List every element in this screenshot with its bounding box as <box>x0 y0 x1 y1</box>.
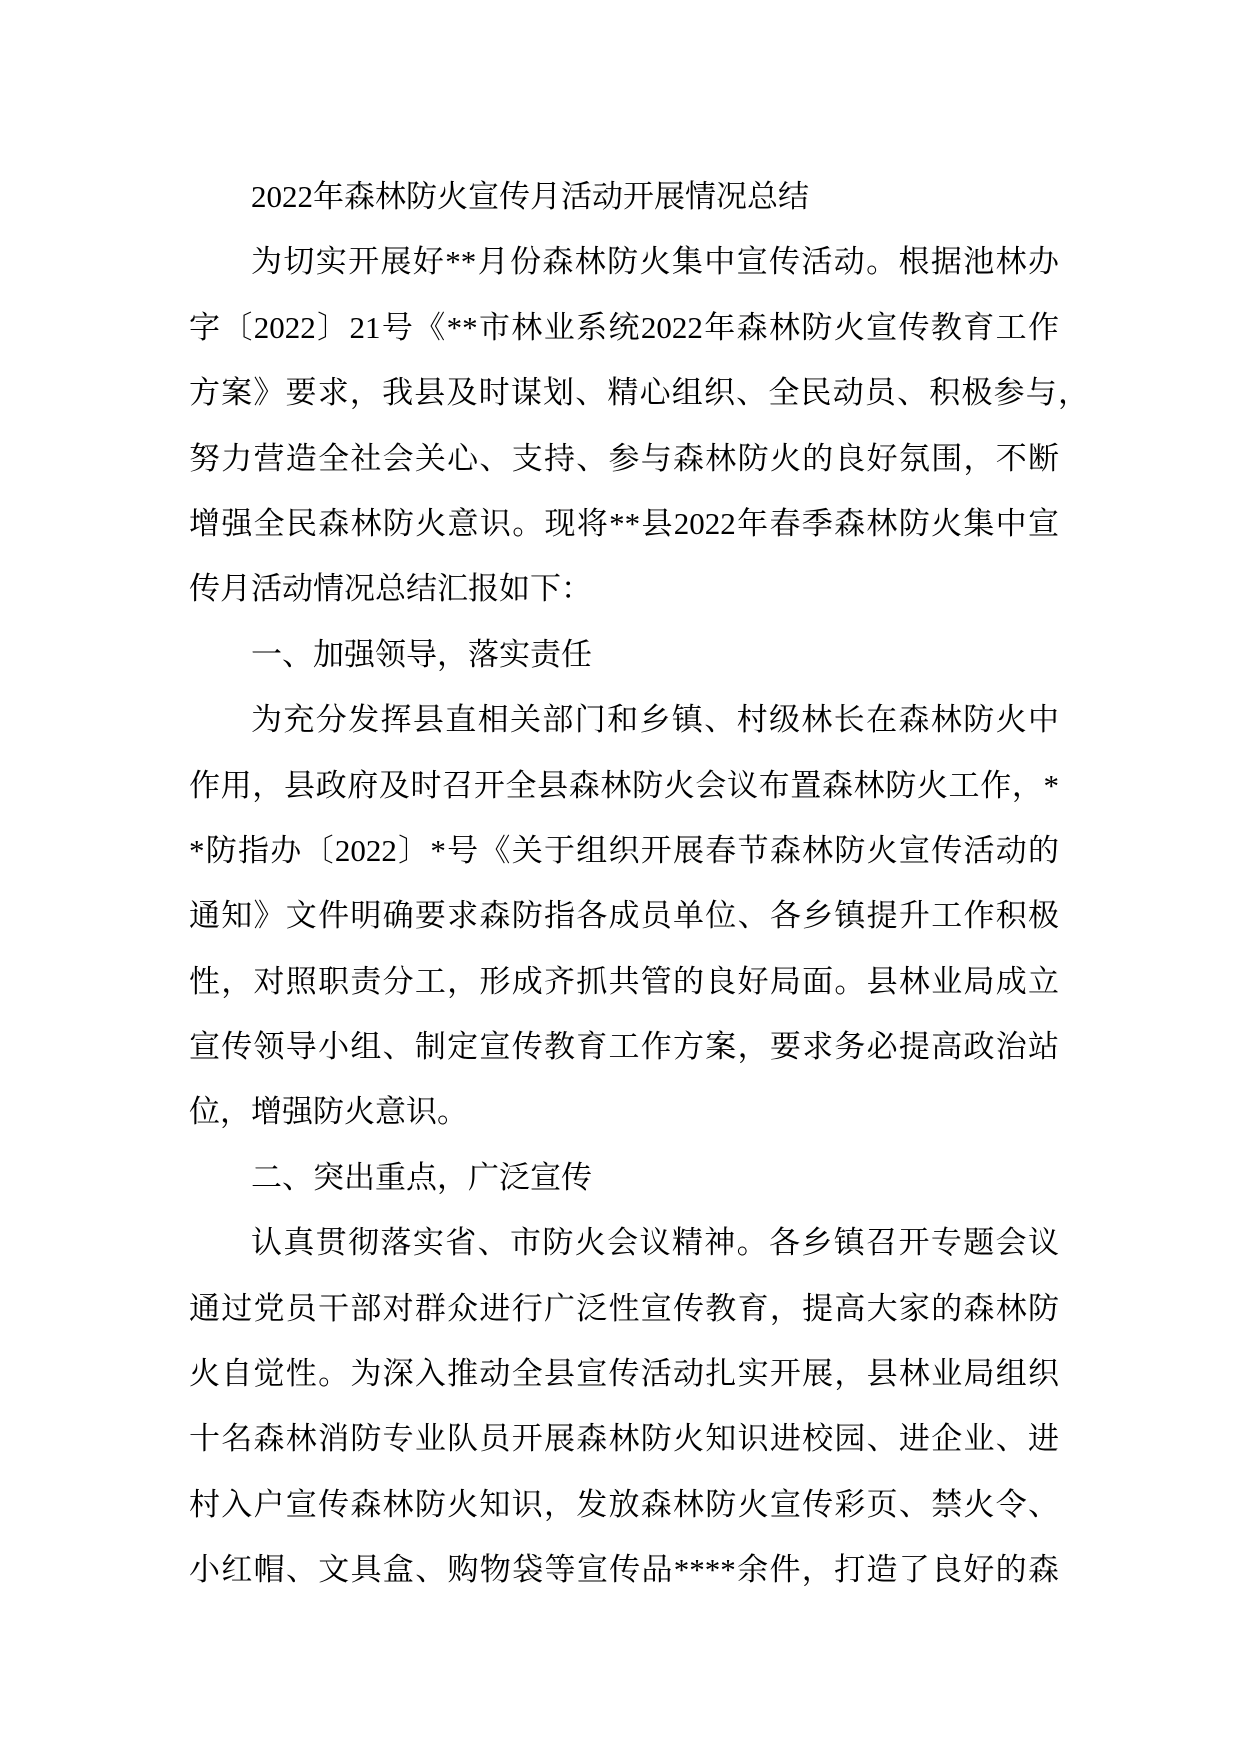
section-1-paragraph-line: *防指办〔2022〕*号《关于组织开展春节森林防火宣传活动的 <box>189 832 1059 868</box>
section-2-paragraph-line: 十名森林消防专业队员开展森林防火知识进校园、进企业、进 <box>189 1421 1059 1457</box>
section-1-paragraph-line: 作用，县政府及时召开全县森林防火会议布置森林防火工作，* <box>189 767 1059 803</box>
document-title: 2022年森林防火宣传月活动开展情况总结 <box>251 179 809 214</box>
intro-paragraph-line: 为切实开展好**月份森林防火集中宣传活动。根据池林办 <box>251 244 1059 280</box>
section-2-paragraph-line: 小红帽、文具盒、购物袋等宣传品****余件，打造了良好的森 <box>189 1552 1059 1588</box>
section-1-paragraph-line: 通知》文件明确要求森防指各成员单位、各乡镇提升工作积极 <box>189 898 1059 934</box>
section-1-paragraph-line: 位，增强防火意识。 <box>189 1094 468 1130</box>
section-2-paragraph-line: 火自觉性。为深入推动全县宣传活动扎实开展，县林业局组织 <box>189 1356 1059 1392</box>
section-2-paragraph-line: 通过党员干部对群众进行广泛性宣传教育，提高大家的森林防 <box>189 1290 1059 1326</box>
section-2-paragraph-line: 村入户宣传森林防火知识，发放森林防火宣传彩页、禁火令、 <box>189 1486 1059 1522</box>
intro-paragraph-line: 方案》要求，我县及时谋划、精心组织、全民动员、积极参与， <box>189 375 1089 411</box>
section-2-heading: 二、突出重点，广泛宣传 <box>251 1159 592 1195</box>
section-2-paragraph-line: 认真贯彻落实省、市防火会议精神。各乡镇召开专题会议 <box>251 1225 1059 1261</box>
intro-paragraph-line: 传月活动情况总结汇报如下： <box>189 571 592 607</box>
intro-paragraph-line: 增强全民森林防火意识。现将**县2022年春季森林防火集中宣 <box>189 505 1059 541</box>
section-1-paragraph-line: 性，对照职责分工，形成齐抓共管的良好局面。县林业局成立 <box>189 963 1059 999</box>
section-1-paragraph-line: 宣传领导小组、制定宣传教育工作方案，要求务必提高政治站 <box>189 1029 1059 1065</box>
section-1-paragraph-line: 为充分发挥县直相关部门和乡镇、村级林长在森林防火中 <box>251 702 1059 738</box>
intro-paragraph-line: 字〔2022〕21号《**市林业系统2022年森林防火宣传教育工作 <box>189 309 1059 345</box>
document-body <box>189 164 1089 1603</box>
intro-paragraph-line: 努力营造全社会关心、支持、参与森林防火的良好氛围，不断 <box>189 440 1059 476</box>
section-1-heading: 一、加强领导，落实责任 <box>251 636 592 672</box>
